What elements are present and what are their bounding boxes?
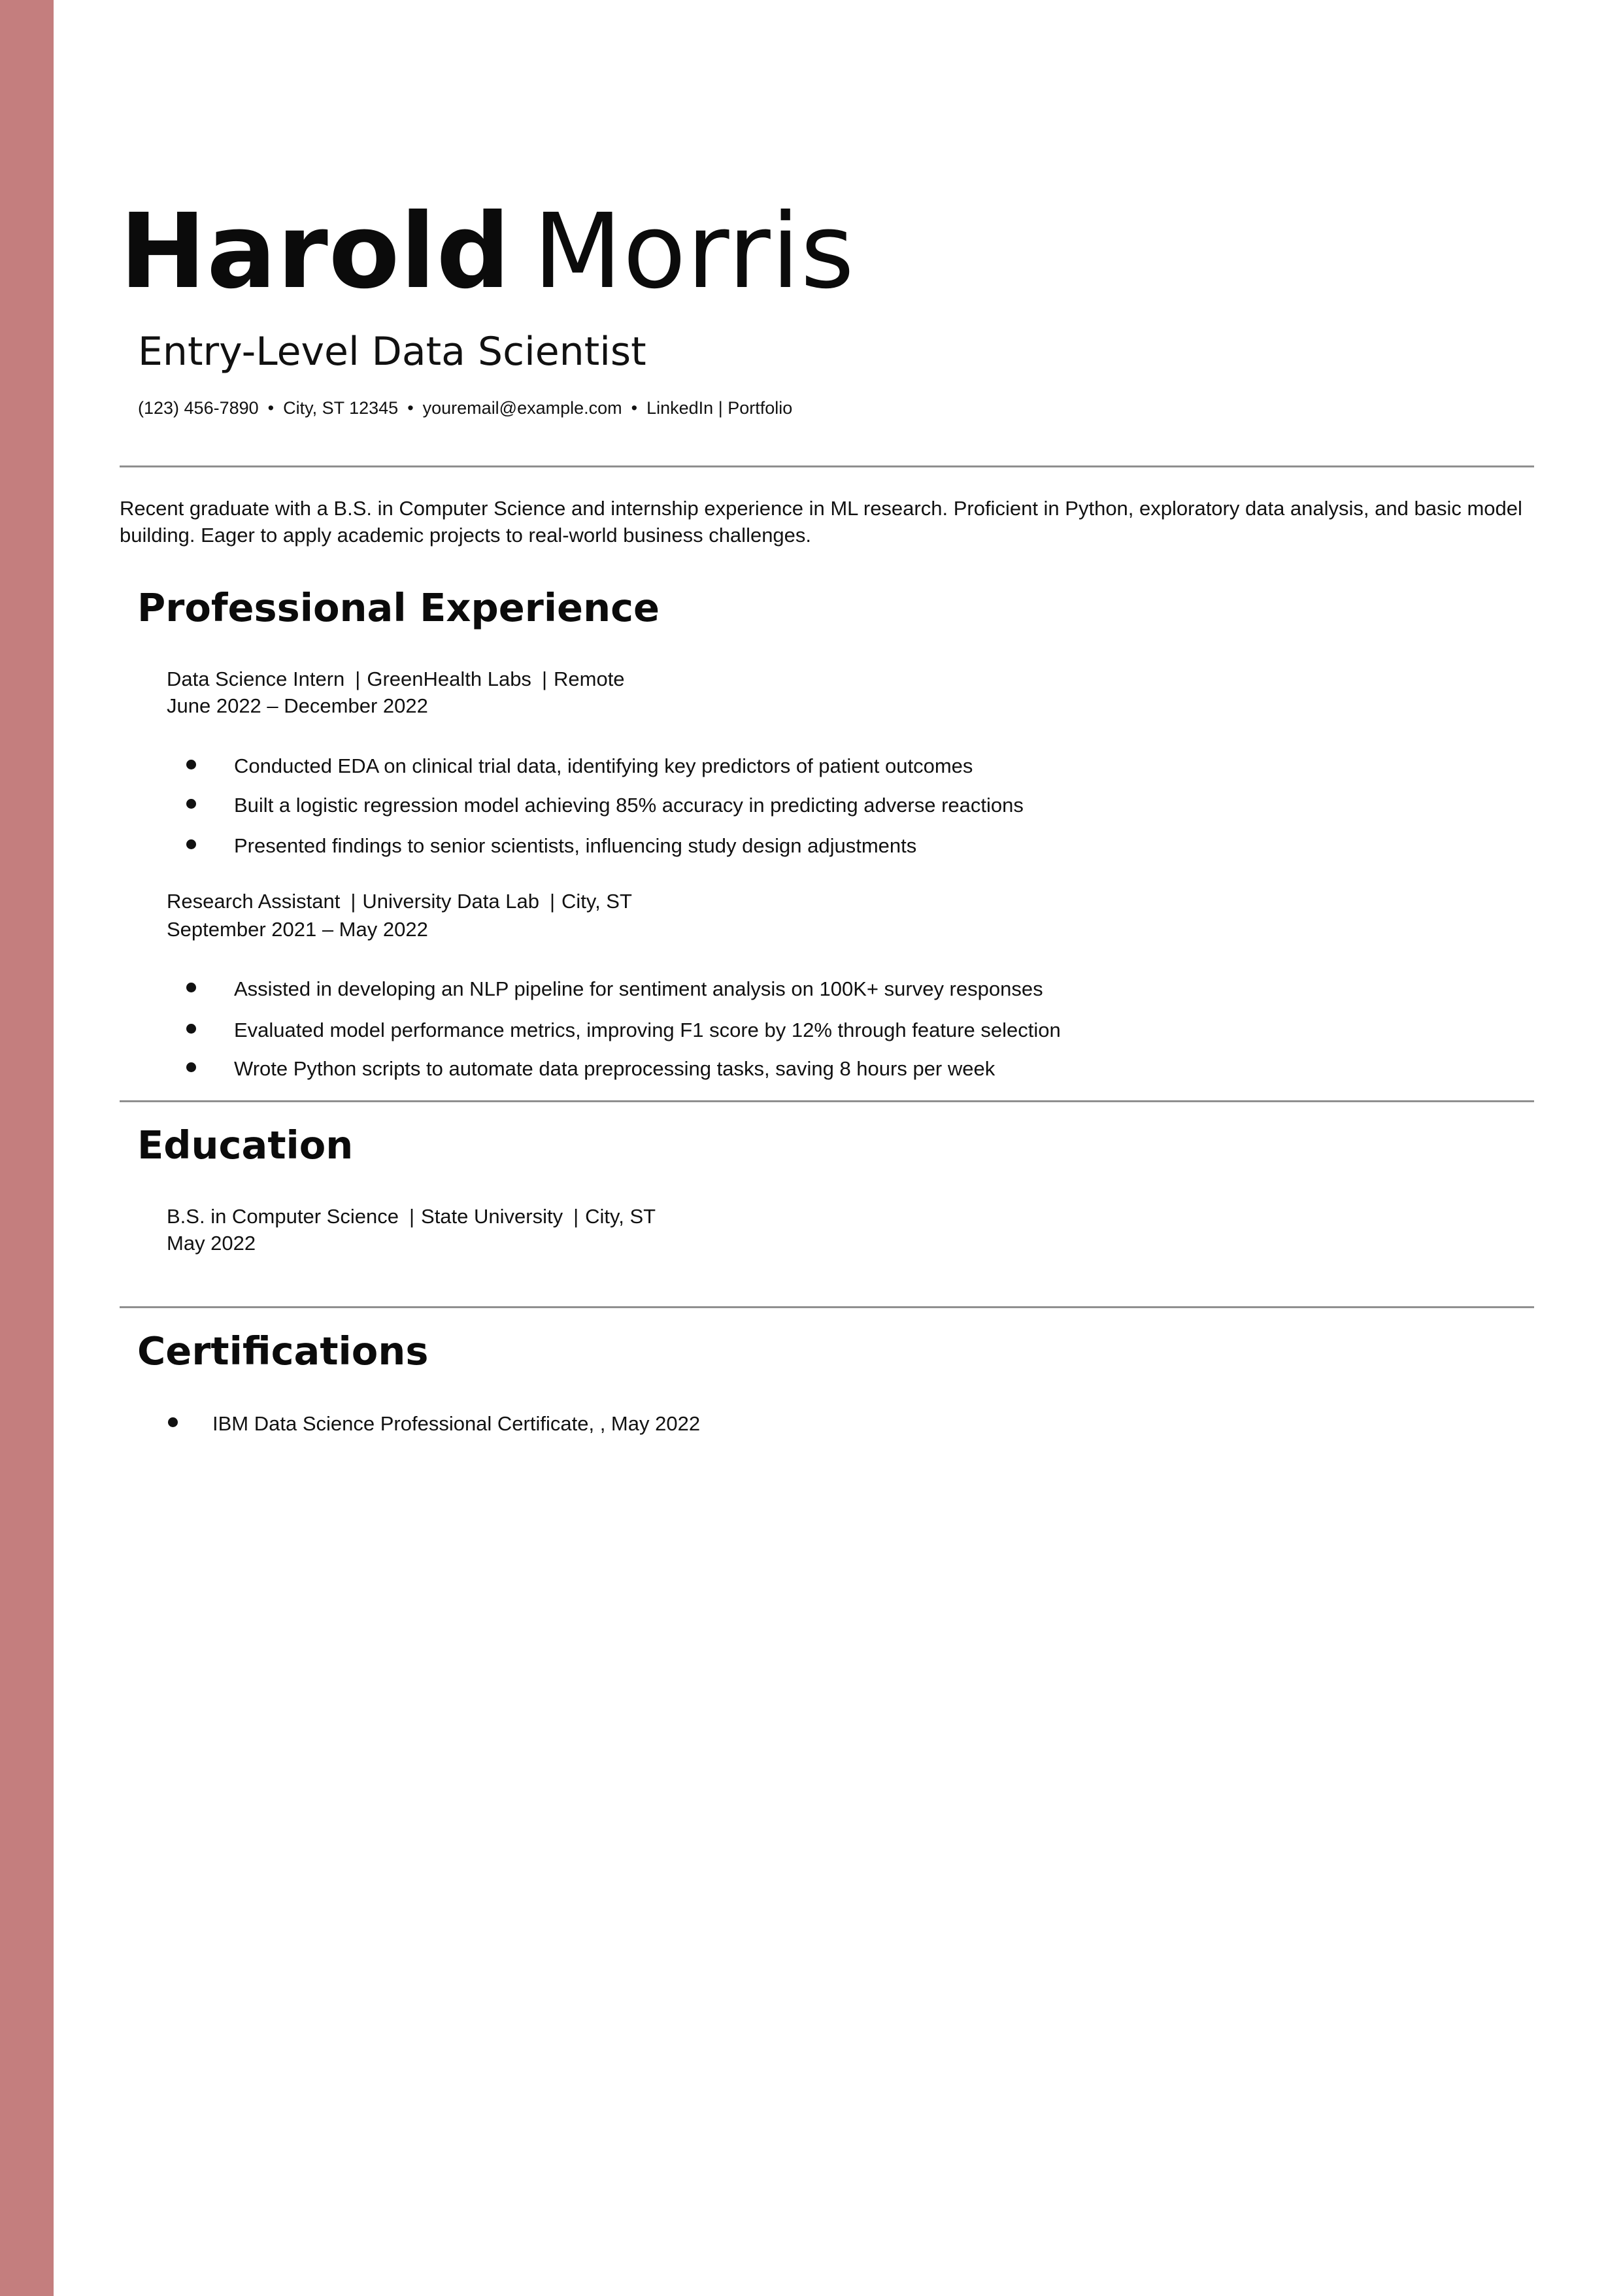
last-name: Morris (533, 192, 855, 312)
education-degree: B.S. in Computer Science (167, 1205, 399, 1228)
contact-separator: • (267, 398, 275, 418)
job-1-dates: June 2022 – December 2022 (167, 694, 428, 717)
bullet-text: Evaluated model performance metrics, improving F1 score by 12% through feature selection (234, 1019, 1061, 1041)
professional-summary: Recent graduate with a B.S. in Computer Science and internship experience in ML research. Proficient in Python, exploratory data analysis, and basic model building. Eager to apply academic projects to real-world business challenges. (120, 497, 1522, 547)
contact-line (138, 396, 792, 420)
certification-text: IBM Data Science Professional Certificate, , May 2022 (212, 1412, 701, 1435)
job-2-header: Research Assistant | University Data Lab | City, ST (167, 890, 632, 913)
experience-heading: Professional Experience (137, 585, 660, 630)
bullet-text: Built a logistic regression model achieving 85% accuracy in predicting adverse reactions (234, 794, 1024, 817)
bullet-icon (186, 1062, 196, 1072)
contact-separator: • (631, 398, 638, 418)
bullet-text: Wrote Python scripts to automate data preprocessing tasks, saving 8 hours per week (234, 1057, 996, 1080)
bullet-icon (186, 983, 196, 992)
contact-links[interactable]: LinkedIn | Portfolio (646, 398, 793, 418)
contact-separator: • (407, 398, 414, 418)
education-location: City, ST (585, 1205, 656, 1228)
bullet-text: Assisted in developing an NLP pipeline for sentiment analysis on 100K+ survey responses (234, 977, 1043, 1000)
first-name: Harold (120, 192, 511, 312)
contact-location: City, ST 12345 (283, 398, 399, 418)
job-1-header: Data Science Intern | GreenHealth Labs | Remote (167, 667, 625, 690)
contact-phone: (123) 456-7890 (138, 398, 259, 418)
list-item (168, 1410, 700, 1438)
bullet-icon (186, 760, 196, 769)
list-item (186, 975, 1043, 1003)
job-1-title: Data Science Intern (167, 667, 345, 690)
resume-page (120, 0, 1534, 2296)
job-title: Entry-Level Data Scientist (138, 329, 646, 375)
bullet-text: Presented findings to senior scientists, influencing study design adjustments (234, 834, 917, 857)
list-item (186, 832, 916, 860)
bullet-icon (186, 839, 196, 849)
job-2-company: University Data Lab (362, 890, 539, 913)
section-divider (120, 1306, 1534, 1308)
list-item (186, 1017, 1061, 1044)
education-header: B.S. in Computer Science | State University | City, ST (167, 1205, 656, 1228)
bullet-icon (168, 1417, 178, 1427)
education-date: May 2022 (167, 1232, 256, 1255)
list-item (186, 752, 973, 780)
bullet-text: Conducted EDA on clinical trial data, identifying key predictors of patient outcomes (234, 754, 973, 777)
list-item (186, 1055, 995, 1083)
education-school: State University (421, 1205, 563, 1228)
header-divider (120, 465, 1534, 467)
certifications-heading: Certifications (137, 1328, 429, 1374)
bullet-icon (186, 799, 196, 809)
contact-email[interactable]: youremail@example.com (422, 398, 622, 418)
job-2-title: Research Assistant (167, 890, 341, 913)
job-1-company: GreenHealth Labs (367, 667, 531, 690)
job-2-dates: September 2021 – May 2022 (167, 918, 428, 941)
bullet-icon (186, 1024, 196, 1034)
job-1-location: Remote (554, 667, 625, 690)
job-2-location: City, ST (561, 890, 632, 913)
list-item (186, 792, 1024, 819)
section-divider (120, 1100, 1534, 1102)
candidate-name (120, 186, 855, 317)
accent-sidebar-stripe (0, 0, 54, 2296)
education-heading: Education (137, 1123, 354, 1168)
